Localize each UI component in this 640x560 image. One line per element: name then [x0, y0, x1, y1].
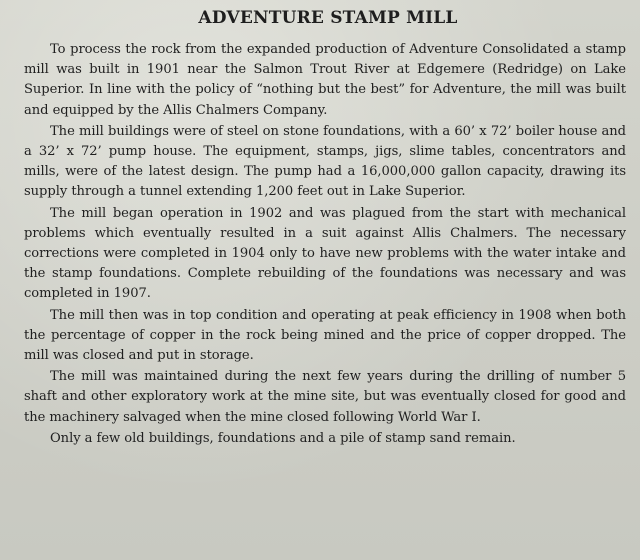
page-title: ADVENTURE STAMP MILL	[198, 8, 458, 28]
paragraph-1: To process the rock from the expanded production of Adventure Consolidated a stamp mill was built in 1901 near the Salmon Trout River at Edgemere (Redridge) on Lake Superior. In line with the policy of “nothing but the best” for Adventure, the mill was built and equipped by the Allis Chalmers Company.	[24, 42, 626, 118]
paragraph-3: The mill began operation in 1902 and was plagued from the start with mechanical problems which eventually resulted in a suit against Allis Chalmers. The necessary corrections were completed in 1904 only to have new problems with the water intake and the stamp foundations. Complete rebuilding of the foundations was necessary and was completed in 1907.	[24, 205, 626, 302]
paragraph-6: Only a few old buildings, foundations and a pile of stamp sand remain.	[50, 430, 516, 446]
paragraph-2: The mill buildings were of steel on stone foundations, with a 60’ x 72’ boiler house and a 32’ x 72’ pump house. The equipment, stamps, jigs, slime tables, concentrators and mills, were of the latest design. The pump had a 16,000,000 gallon capacity, drawing its supply through a tunnel extending 1,200 feet out in Lake Superior.	[24, 123, 626, 200]
paragraph-4: The mill then was in top condition and operating at peak efficiency in 1908 when both the percentage of copper in the rock being mined and the price of copper dropped. The mill was closed and put in storage.	[24, 307, 626, 364]
paragraph-5: The mill was maintained during the next few years during the drilling of number 5 shaft and other exploratory work at the mine site, but was eventually closed for good and the machinery salvaged when the mine closed following World War I.	[24, 369, 626, 425]
